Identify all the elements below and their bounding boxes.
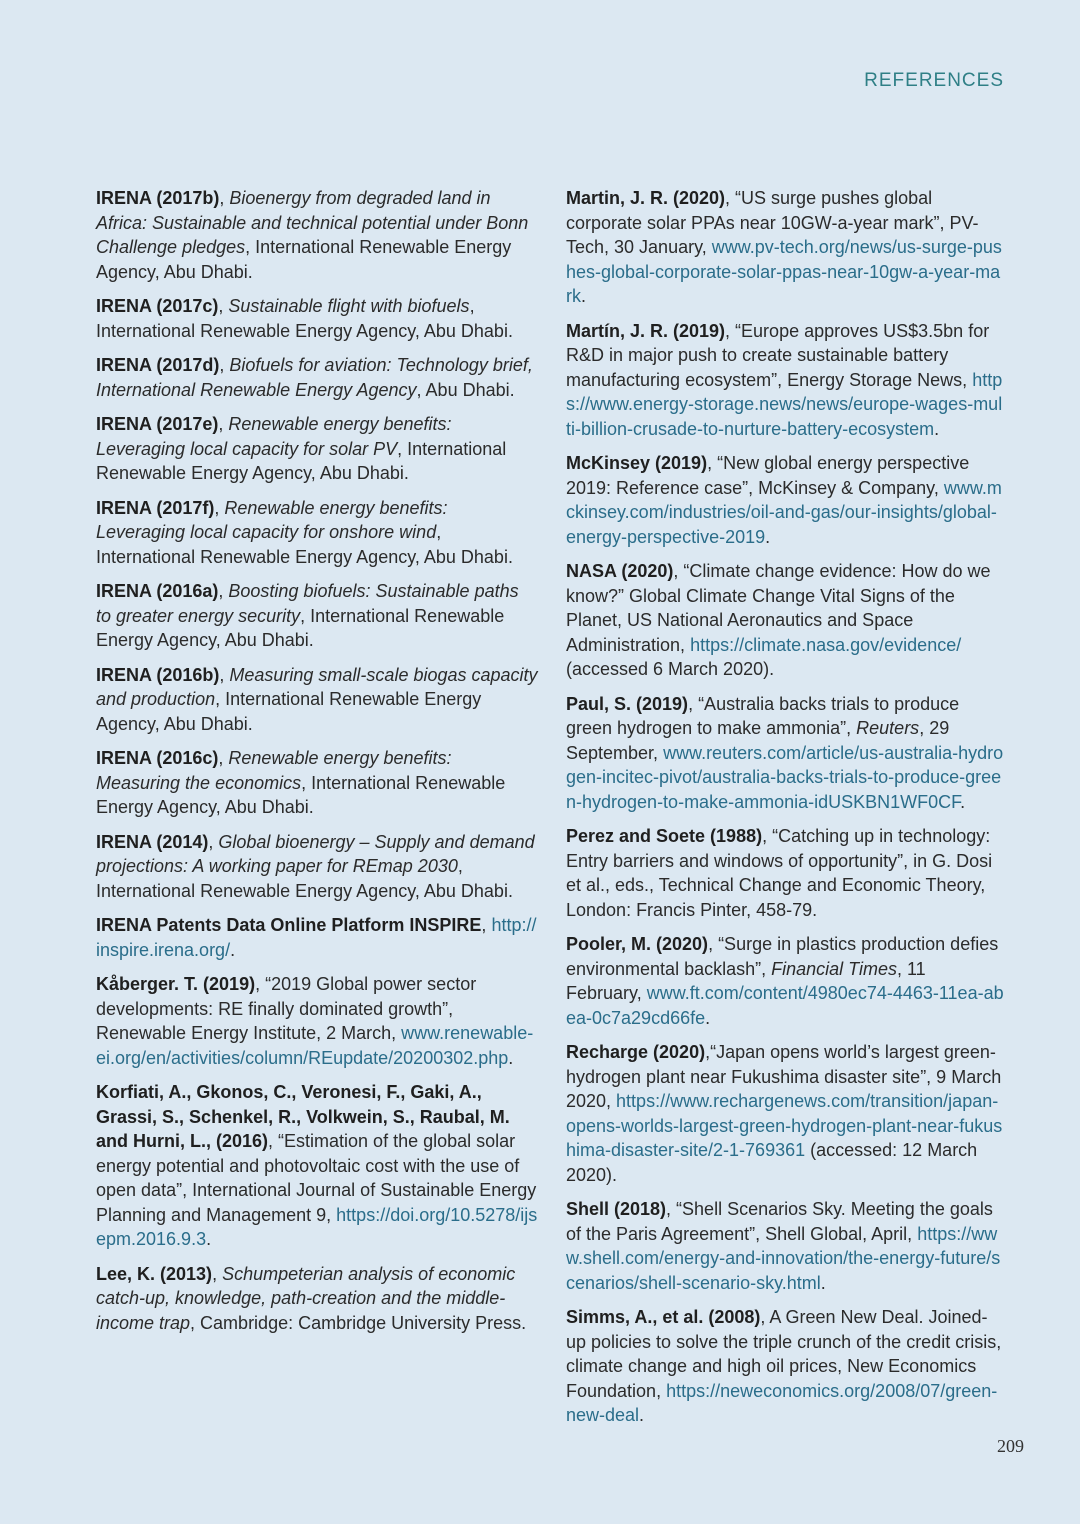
reference-link[interactable]: www.reuters.com/article/us-australia-hydrogen-incitec-pivot/australia-backs-trials-to-produce-green-hydrogen-to-make-ammonia-idUSKBN1WF0CF xyxy=(566,742,1004,812)
reference-link[interactable]: www.pv-tech.org/news/us-surge-pushes-global-corporate-solar-ppas-near-10gw-a-year-mark xyxy=(566,237,1002,306)
reference-link[interactable]: https://www.energy-storage.news/news/europe-wages-multi-billion-crusade-to-nurture-battery-ecosystem xyxy=(566,369,1003,439)
reference-entry: IRENA (2017f), Renewable energy benefits: Leveraging local capacity for onshore wind, International Renewable Energy Agency, Abu Dhabi. xyxy=(96,497,513,567)
reference-entry: IRENA (2017c), Sustainable flight with biofuels, International Renewable Energy Agency, Abu Dhabi. xyxy=(96,296,513,341)
reference-entry: Shell (2018), “Shell Scenarios Sky. Meeting the goals of the Paris Agreement”, Shell Global, April, https://www.shell.com/energy-and-innovation/the-energy-future/scenarios/shell-scenario-sky.html. xyxy=(566,1199,1001,1293)
reference-link[interactable]: https://climate.nasa.gov/evidence/ xyxy=(690,634,962,655)
reference-entry: IRENA (2016b), Measuring small-scale biogas capacity and production, International Renewable Energy Agency, Abu Dhabi. xyxy=(96,664,538,734)
reference-entry: IRENA Patents Data Online Platform INSPIRE, http://inspire.irena.org/. xyxy=(96,915,537,960)
reference-entry: IRENA (2016a), Boosting biofuels: Sustainable paths to greater energy security, International Renewable Energy Agency, Abu Dhabi. xyxy=(96,581,519,650)
reference-entry: Korfiati, A., Gkonos, C., Veronesi, F., Gaki, A., Grassi, S., Schenkel, R., Volkwein, S., Raubal, M. and Hurni, L., (2016), “Estimation of the global solar energy potential and photovoltaic cost with the use of open data”, International Journal of Sustainable Energy Planning and Management 9, https://doi.org/10.5278/ijsepm.2016.9.3. xyxy=(96,1082,538,1249)
reference-entry: Perez and Soete (1988), “Catching up in technology: Entry barriers and windows of opportunity”, in G. Dosi et al., eds., Technical Change and Economic Theory, London: Francis Pinter, 458-79. xyxy=(566,826,993,920)
reference-entry: IRENA (2014), Global bioenergy – Supply and demand projections: A working paper for REmap 2030, International Renewable Energy Agency, Abu Dhabi. xyxy=(96,831,535,901)
reference-entry: Recharge (2020),“Japan opens world’s largest green-hydrogen plant near Fukushima disaster site”, 9 March 2020, https://www.rechargenews.com/transition/japan-opens-worlds-largest-green-hydrogen-plant-near-fukushima-disaster-site/2-1-769361 (accessed: 12 March 2020). xyxy=(566,1042,1003,1185)
reference-entry: Martín, J. R. (2019), “Europe approves US$3.5bn for R&D in major push to create sustainable battery manufacturing ecosystem”, Energy Storage News, https://www.energy-storage.news/news/europe-wages-multi-billion-crusade-to-nurture-battery-ecosystem. xyxy=(566,320,1003,439)
reference-link[interactable]: http://inspire.irena.org/ xyxy=(96,915,537,960)
reference-entry: NASA (2020), “Climate change evidence: How do we know?” Global Climate Change Vital Signs of the Planet, US National Aeronautics and Space Administration, https://climate.nasa.gov/evidence/ (accessed 6 March 2020). xyxy=(566,561,991,679)
reference-link[interactable]: www.renewable-ei.org/en/activities/column/REupdate/20200302.php xyxy=(96,1023,534,1068)
reference-link[interactable]: www.ft.com/content/4980ec74-4463-11ea-abea-0c7a29cd66fe xyxy=(566,983,1004,1028)
reference-entry: Lee, K. (2013), Schumpeterian analysis of economic catch-up, knowledge, path-creation and the middle-income trap, Cambridge: Cambridge University Press. xyxy=(96,1263,527,1333)
reference-entry: IRENA (2017d), Biofuels for aviation: Technology brief, International Renewable Energy Agency, Abu Dhabi. xyxy=(96,355,533,400)
reference-entry: IRENA (2016c), Renewable energy benefits: Measuring the economics, International Renewable Energy Agency, Abu Dhabi. xyxy=(96,748,506,817)
reference-link[interactable]: https://www.rechargenews.com/transition/japan-opens-worlds-largest-green-hydrogen-plant-near-fukushima-disaster-site/2-1-769361 xyxy=(566,1091,1003,1160)
reference-link[interactable]: https://www.shell.com/energy-and-innovation/the-energy-future/scenarios/shell-scenario-sky.html xyxy=(566,1223,1001,1293)
reference-link[interactable]: https://neweconomics.org/2008/07/green-new-deal xyxy=(566,1380,998,1425)
reference-entry: Simms, A., et al. (2008), A Green New Deal. Joined-up policies to solve the triple crunch of the credit crisis, climate change and high oil prices, New Economics Foundation, https://neweconomics.org/2008/07/green-new-deal. xyxy=(566,1307,1002,1425)
page-number: 209 xyxy=(997,1436,1024,1456)
references-left-column xyxy=(96,186,538,1345)
reference-link[interactable]: https://doi.org/10.5278/ijsepm.2016.9.3 xyxy=(96,1204,538,1249)
reference-entry: McKinsey (2019), “New global energy perspective 2019: Reference case”, McKinsey & Company, www.mckinsey.com/industries/oil-and-gas/our-insights/global-energy-perspective-2019. xyxy=(566,453,1002,547)
reference-entry: IRENA (2017e), Renewable energy benefits: Leveraging local capacity for solar PV, International Renewable Energy Agency, Abu Dhabi. xyxy=(96,414,507,483)
reference-entry: IRENA (2017b), Bioenergy from degraded land in Africa: Sustainable and technical potential under Bonn Challenge pledges, International Renewable Energy Agency, Abu Dhabi. xyxy=(96,188,529,282)
reference-entry: Kåberger. T. (2019), “2019 Global power sector developments: RE finally dominated growth”, Renewable Energy Institute, 2 March, www.renewable-ei.org/en/activities/column/REupdate/20200302.php. xyxy=(96,974,534,1068)
references-right-column xyxy=(566,186,1006,1438)
section-title: REFERENCES xyxy=(864,70,1004,91)
reference-entry: Paul, S. (2019), “Australia backs trials to produce green hydrogen to make ammonia”, Reuters, 29 September, www.reuters.com/article/us-australia-hydrogen-incitec-pivot/australia-backs-trials-to-produce-green-hydrogen-to-make-ammonia-idUSKBN1WF0CF. xyxy=(566,693,1004,812)
reference-entry: Martin, J. R. (2020), “US surge pushes global corporate solar PPAs near 10GW-a-year mark”, PV-Tech, 30 January, www.pv-tech.org/news/us-surge-pushes-global-corporate-solar-ppas-near-10gw-a-year-mark. xyxy=(566,188,1002,306)
reference-link[interactable]: www.mckinsey.com/industries/oil-and-gas/our-insights/global-energy-perspective-2019 xyxy=(566,477,1002,547)
reference-entry: Pooler, M. (2020), “Surge in plastics production defies environmental backlash”, Financial Times, 11 February, www.ft.com/content/4980ec74-4463-11ea-abea-0c7a29cd66fe. xyxy=(566,934,1004,1028)
